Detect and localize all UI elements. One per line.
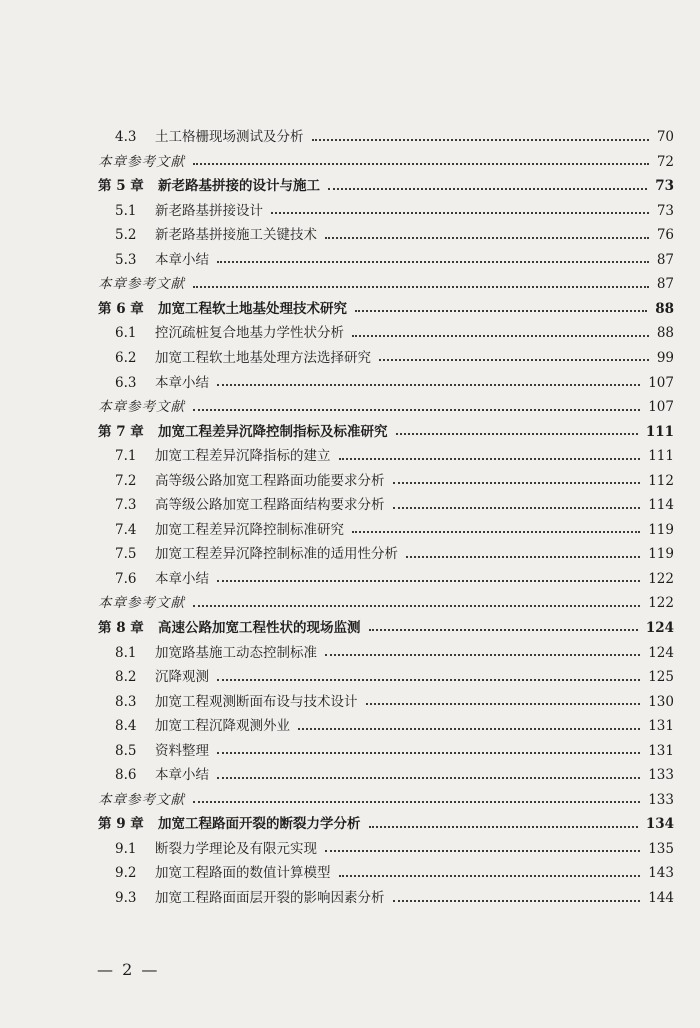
toc-entry-label (98, 472, 385, 489)
toc-section-row[interactable] (98, 341, 674, 366)
toc-entry-label (98, 180, 320, 194)
toc-entry-label (98, 791, 185, 808)
toc-page-number: 130 (648, 693, 674, 710)
toc-references-row[interactable] (98, 390, 674, 415)
toc-page-number: 72 (656, 153, 674, 170)
toc-entry-label (98, 769, 209, 783)
toc-entry-title: 新老路基拼接设计 (155, 202, 263, 219)
dot-leader (366, 703, 641, 705)
dot-leader (217, 384, 640, 386)
toc-entry-number: 5.3 (115, 251, 137, 268)
dot-leader (325, 850, 640, 852)
toc-page-number: 73 (656, 202, 674, 219)
toc-entry-title: 资料整理 (155, 742, 209, 759)
toc-entry-number: 8.5 (115, 742, 137, 759)
toc-section-row[interactable] (98, 832, 674, 857)
toc-entry-label (98, 892, 385, 906)
toc-section-row[interactable] (98, 243, 674, 268)
toc-entry-title: 本章小结 (155, 374, 209, 391)
toc-entry-number: 4.3 (115, 129, 137, 146)
toc-page-number: 133 (648, 767, 674, 784)
toc-section-row[interactable] (98, 881, 674, 906)
dot-leader (393, 482, 641, 484)
toc-entry-label (98, 742, 209, 759)
toc-chapter-row[interactable] (98, 415, 674, 440)
toc-chapter-row[interactable] (98, 611, 674, 636)
toc-page-number: 134 (645, 816, 674, 833)
dot-leader (217, 679, 640, 681)
table-of-contents (98, 120, 674, 906)
toc-page-number: 114 (648, 497, 674, 514)
toc-section-row[interactable] (98, 120, 674, 145)
toc-section-row[interactable] (98, 316, 674, 341)
dot-leader (193, 286, 649, 288)
toc-entry-label (98, 202, 263, 219)
toc-entry-label (98, 693, 358, 710)
toc-entry-number: 5.2 (115, 227, 137, 244)
toc-section-row[interactable] (98, 194, 674, 219)
toc-page-number: 87 (656, 276, 674, 293)
toc-entry-number: 8.2 (115, 669, 137, 686)
dot-leader (298, 728, 640, 730)
toc-entry-label (98, 867, 331, 881)
toc-section-row[interactable] (98, 365, 674, 390)
toc-entry-title: 控沉疏桩复合地基力学性状分析 (155, 325, 344, 342)
toc-section-row[interactable] (98, 218, 674, 243)
toc-entry-number: 8.4 (115, 718, 137, 735)
toc-entry-number: 7.3 (115, 497, 137, 514)
toc-entry-title: 本章参考文献 (98, 399, 185, 416)
toc-section-row[interactable] (98, 488, 674, 513)
page-number: — 2 — (97, 960, 160, 979)
dot-leader (369, 826, 638, 828)
toc-entry-number: 7.2 (115, 472, 137, 489)
toc-entry-label (98, 548, 398, 562)
toc-section-row[interactable] (98, 856, 674, 881)
toc-entry-number: 7.4 (115, 521, 137, 538)
dot-leader (271, 212, 649, 214)
toc-section-row[interactable] (98, 734, 674, 759)
dot-leader (217, 777, 640, 779)
dot-leader (379, 359, 649, 361)
toc-references-row[interactable] (98, 586, 674, 611)
toc-entry-label (98, 251, 209, 268)
toc-section-row[interactable] (98, 685, 674, 710)
toc-entry-title: 本章小结 (155, 251, 209, 268)
toc-section-row[interactable] (98, 635, 674, 660)
toc-page-number: 122 (648, 570, 674, 587)
dot-leader (406, 556, 640, 558)
toc-entry-title: 本章参考文献 (98, 276, 185, 293)
toc-section-row[interactable] (98, 464, 674, 489)
toc-entry-label (98, 229, 317, 243)
toc-entry-label (98, 720, 290, 734)
toc-page-number: 87 (656, 251, 674, 268)
toc-entry-label (98, 499, 385, 513)
toc-page-number: 112 (648, 472, 674, 489)
toc-entry-label (98, 401, 185, 415)
toc-chapter-row[interactable] (98, 292, 674, 317)
toc-chapter-row[interactable] (98, 807, 674, 832)
toc-entry-title: 高等级公路加宽工程路面功能要求分析 (155, 472, 385, 489)
dot-leader (355, 310, 647, 312)
toc-entry-number: 第 5 章 (98, 178, 144, 195)
toc-entry-number: 第 6 章 (98, 300, 144, 317)
toc-page-number: 124 (648, 644, 674, 661)
toc-entry-label (98, 840, 317, 857)
toc-entry-label (98, 644, 317, 661)
dot-leader (193, 163, 649, 165)
toc-entry-title: 高速公路加宽工程性状的现场监测 (158, 619, 361, 636)
toc-entry-number: 9.1 (115, 840, 137, 857)
dot-leader (193, 409, 640, 411)
toc-entry-label (98, 300, 347, 317)
dot-leader (328, 188, 647, 190)
toc-entry-title: 加宽工程差异沉降指标的建立 (155, 448, 331, 465)
toc-page-number: 88 (655, 300, 674, 317)
toc-page-number: 131 (648, 742, 674, 759)
toc-page-number: 143 (648, 865, 674, 882)
toc-entry-number: 7.1 (115, 448, 137, 465)
toc-entry-label (98, 619, 361, 636)
dot-leader (393, 507, 641, 509)
toc-entry-number: 6.1 (115, 325, 137, 342)
toc-entry-label (98, 374, 209, 391)
toc-entry-number: 6.3 (115, 374, 137, 391)
toc-entry-title: 加宽工程软土地基处理方法选择研究 (155, 349, 371, 366)
dot-leader (217, 580, 640, 582)
dot-leader (339, 458, 641, 460)
toc-entry-title: 加宽工程差异沉降控制指标及标准研究 (158, 423, 388, 440)
toc-section-row[interactable] (98, 562, 674, 587)
toc-section-row[interactable] (98, 513, 674, 538)
toc-entry-title: 本章小结 (155, 570, 209, 587)
dot-leader (193, 605, 640, 607)
toc-entry-number: 7.6 (115, 570, 137, 587)
dot-leader (217, 261, 649, 263)
toc-entry-number: 8.1 (115, 644, 137, 661)
toc-entry-label (98, 521, 344, 538)
toc-entry-title: 沉降观测 (155, 669, 209, 686)
toc-page-number: 73 (655, 178, 674, 195)
toc-page-number: 122 (648, 595, 674, 612)
toc-page-number: 125 (648, 669, 674, 686)
toc-entry-title: 加宽工程差异沉降控制标准的适用性分析 (155, 546, 398, 563)
toc-entry-title: 加宽工程软土地基处理技术研究 (158, 300, 347, 317)
toc-entry-number: 9.3 (115, 890, 137, 906)
toc-entry-number: 7.5 (115, 546, 137, 563)
toc-references-row[interactable] (98, 783, 674, 808)
toc-entry-number: 5.1 (115, 202, 137, 219)
dot-leader (339, 875, 641, 877)
toc-entry-label (98, 450, 331, 464)
toc-page-number: 131 (648, 718, 674, 735)
dot-leader (312, 139, 649, 141)
toc-page-number: 107 (648, 374, 674, 391)
toc-entry-title: 高等级公路加宽工程路面结构要求分析 (155, 497, 385, 514)
dot-leader (352, 335, 649, 337)
dot-leader (369, 629, 638, 631)
toc-page-number: 99 (656, 349, 674, 366)
toc-page-number: 88 (656, 325, 674, 342)
toc-page-number: 135 (648, 840, 674, 857)
toc-chapter-row[interactable] (98, 169, 674, 194)
toc-entry-number: 第 7 章 (98, 423, 144, 440)
dot-leader (325, 654, 640, 656)
toc-entry-label (98, 671, 209, 685)
toc-page-number: 70 (656, 129, 674, 146)
toc-entry-title: 土工格栅现场测试及分析 (155, 129, 304, 146)
toc-page-number: 144 (648, 890, 674, 906)
dot-leader (352, 531, 640, 533)
toc-entry-title: 新老路基拼接的设计与施工 (158, 178, 320, 195)
toc-entry-label (98, 570, 209, 587)
toc-entry-number: 8.3 (115, 693, 137, 710)
toc-entry-title: 新老路基拼接施工关键技术 (155, 227, 317, 244)
toc-entry-number: 9.2 (115, 865, 137, 882)
toc-page-number: 107 (648, 399, 674, 416)
toc-section-row[interactable] (98, 758, 674, 783)
toc-section-row[interactable] (98, 439, 674, 464)
toc-entry-label (98, 131, 304, 145)
toc-entry-label (98, 349, 371, 366)
dot-leader (393, 900, 641, 902)
toc-entry-label (98, 597, 185, 611)
toc-entry-title: 加宽工程路面开裂的断裂力学分析 (158, 816, 361, 833)
toc-entry-title: 加宽工程沉降观测外业 (155, 718, 290, 735)
toc-entry-title: 本章参考文献 (98, 791, 185, 808)
toc-entry-label (98, 818, 361, 832)
toc-references-row[interactable] (98, 145, 674, 170)
toc-references-row[interactable] (98, 267, 674, 292)
toc-page-number: 119 (648, 521, 674, 538)
toc-entry-number: 6.2 (115, 349, 137, 366)
toc-section-row[interactable] (98, 537, 674, 562)
toc-entry-title: 加宽工程路面面层开裂的影响因素分析 (155, 890, 385, 906)
toc-entry-title: 加宽工程差异沉降控制标准研究 (155, 521, 344, 538)
toc-entry-title: 本章小结 (155, 767, 209, 784)
toc-entry-label (98, 153, 185, 170)
toc-page-number: 76 (656, 227, 674, 244)
toc-page-number: 124 (645, 619, 674, 636)
toc-entry-title: 断裂力学理论及有限元实现 (155, 840, 317, 857)
toc-page-number: 119 (648, 546, 674, 563)
toc-page-number: 111 (645, 423, 674, 440)
toc-section-row[interactable] (98, 709, 674, 734)
toc-section-row[interactable] (98, 660, 674, 685)
dot-leader (217, 752, 640, 754)
toc-entry-number: 第 8 章 (98, 619, 144, 636)
toc-entry-label (98, 278, 185, 292)
dot-leader (193, 801, 640, 803)
toc-entry-number: 8.6 (115, 767, 137, 784)
toc-entry-title: 加宽工程路面的数值计算模型 (155, 865, 331, 882)
toc-entry-title: 加宽路基施工动态控制标准 (155, 644, 317, 661)
toc-page-number: 133 (648, 791, 674, 808)
toc-entry-title: 本章参考文献 (98, 595, 185, 612)
toc-entry-label (98, 423, 388, 440)
toc-entry-title: 加宽工程观测断面布设与技术设计 (155, 693, 358, 710)
toc-entry-number: 第 9 章 (98, 816, 144, 833)
dot-leader (396, 433, 638, 435)
toc-entry-label (98, 327, 344, 341)
dot-leader (325, 237, 649, 239)
toc-entry-title: 本章参考文献 (98, 153, 185, 170)
toc-page-number: 111 (648, 448, 674, 465)
